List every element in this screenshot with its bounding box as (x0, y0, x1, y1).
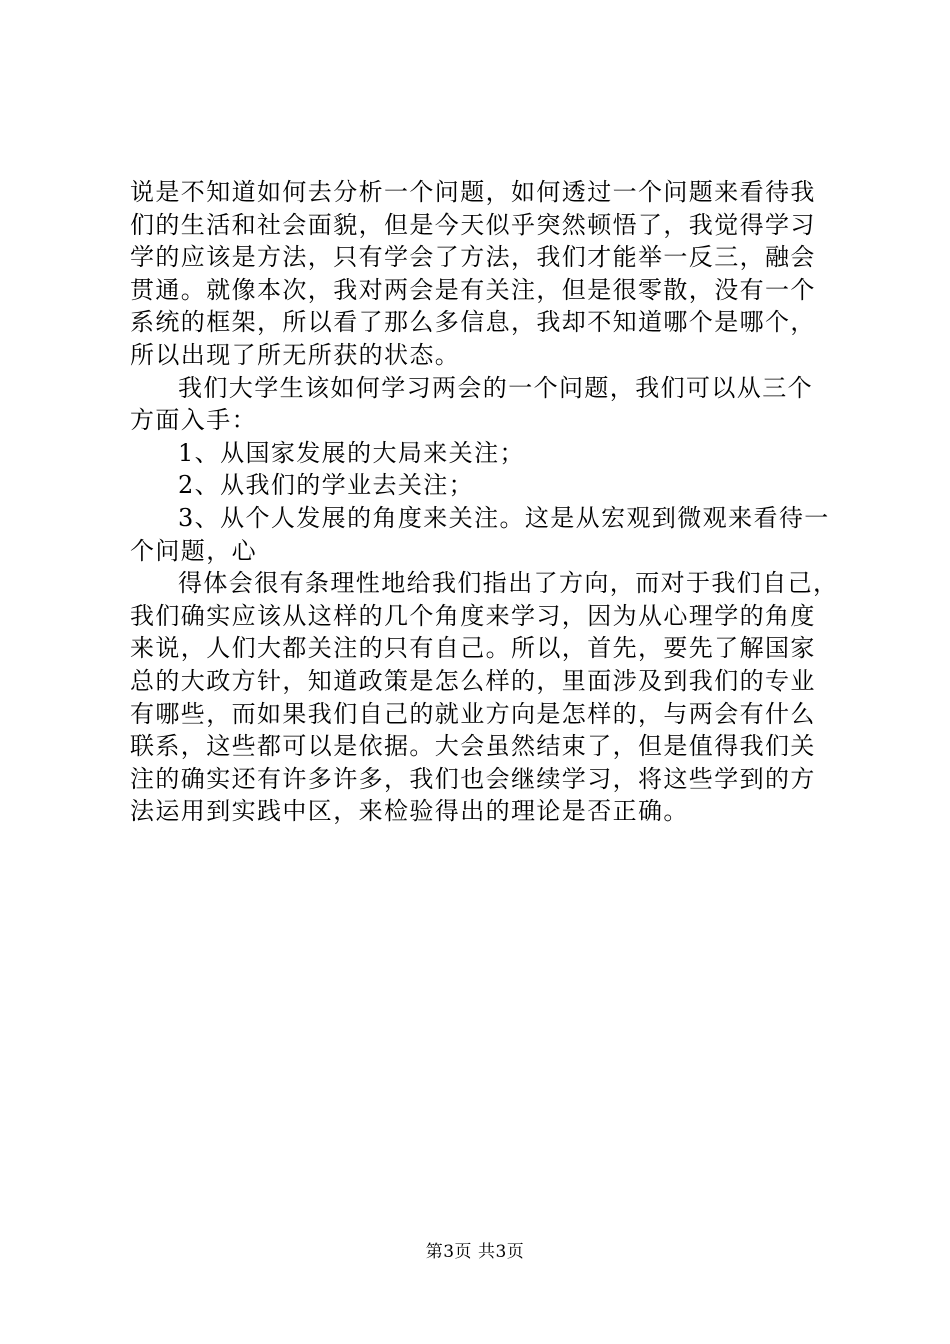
list-item-2: 2、从我们的学业去关注； (178, 471, 475, 500)
text-line: 联系，这些都可以是依据。大会虽然结束了，但是值得我们关 (130, 732, 816, 761)
text-line: 说是不知道如何去分析一个问题，如何透过一个问题来看待我 (130, 178, 816, 206)
text-line: 系统的框架，所以看了那么多信息，我却不知道哪个是哪个， (130, 308, 816, 337)
text-line: 我们大学生该如何学习两会的一个问题，我们可以从三个 (178, 373, 813, 402)
list-item-1: 1、从国家发展的大局来关注； (178, 438, 525, 467)
text-line: 贯通。就像本次，我对两会是有关注，但是很零散，没有一个 (130, 275, 816, 304)
text-line: 有哪些，而如果我们自己的就业方向是怎样的，与两会有什么 (130, 699, 816, 728)
text-line: 法运用到实践中区，来检验得出的理论是否正确。 (130, 797, 689, 826)
list-item-3: 3、从个人发展的角度来关注。这是从宏观到微观来看待一 (178, 503, 830, 532)
text-line: 来说，人们大都关注的只有自己。所以，首先，要先了解国家 (130, 634, 816, 663)
text-line: 们的生活和社会面貌，但是今天似乎突然顿悟了，我觉得学习 (130, 210, 816, 239)
text-line: 所以出现了所无所获的状态。 (130, 340, 461, 369)
text-line: 得体会很有条理性地给我们指出了方向，而对于我们自己， (178, 569, 839, 598)
page-number: 第3页 共3页 (425, 1242, 525, 1262)
text-line: 注的确实还有许多许多，我们也会继续学习，将这些学到的方 (130, 764, 816, 793)
text-line: 总的大政方针，知道政策是怎么样的，里面涉及到我们的专业 (130, 666, 816, 695)
text-line: 学的应该是方法，只有学会了方法，我们才能举一反三，融会 (130, 243, 816, 272)
page-footer (0, 1241, 950, 1263)
text-line: 方面入手： (130, 406, 257, 435)
body-text (130, 176, 839, 828)
text-line: 个问题，心 (130, 536, 257, 565)
text-line: 我们确实应该从这样的几个角度来学习，因为从心理学的角度 (130, 601, 816, 630)
